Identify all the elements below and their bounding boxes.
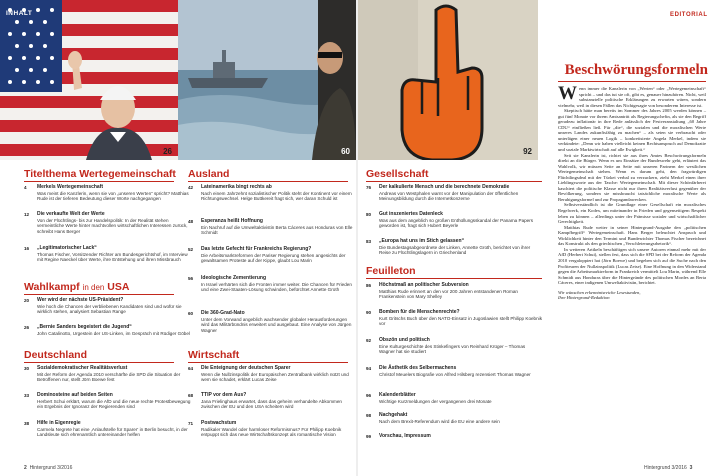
section-rule xyxy=(188,362,348,363)
inhalt-label: INHALT xyxy=(6,10,33,17)
toc-item[interactable]: 92 Obszön und politisch Eine Kulturgeschichte des Stinkefingers von Reinhard Krüger – Thomas Wagner hat sie studiert xyxy=(366,337,526,355)
toc-item[interactable]: 99 Vorschau, Impressum xyxy=(366,433,431,439)
editorial-dropcap: W xyxy=(558,83,577,104)
toc-item[interactable]: 83 „Europa hat uns im Stich gelassen“ Die Bundestagsabgeordnete der Linken, Annette Groth, berichtet von ihrer Reise zu Flüchtlingslagern in Griechenland xyxy=(366,238,531,256)
section-titelthema-heading: Titelthema Wertegemeinschaft xyxy=(24,168,176,180)
section-rule xyxy=(366,278,542,279)
section-rule xyxy=(188,181,348,182)
editorial-title: Beschwörungsformeln xyxy=(564,62,708,78)
toc-item[interactable]: 52 Das letzte Gefecht für Frankreichs Regierung? Die Arbeitsmarktreformen der Pariser Regierung stehen angesichts der gewaltsamen Proteste auf der Kippe, glaubt Lou Marin xyxy=(188,246,346,264)
ship-illustration xyxy=(178,0,356,160)
toc-item[interactable]: 71 Postwachstum Radikaler Wandel oder harmloser Reformismus? Für Philipp Koebnik entpuppt sich das neue Wirtschaftskonzept als romantische Vision xyxy=(188,420,342,438)
section-feuilleton-heading: Feuilleton xyxy=(366,265,416,277)
toc-item[interactable]: 12 Die verkaufte Welt der Werte Von der Flüchtlings- bis zur Handelspolitik: In der Realität stehen vermeintliche Werte hinter machtvollen wirtschaftlichen Interessen zurück, schreibt Hans Berger xyxy=(24,211,188,234)
section-rule xyxy=(24,294,174,295)
toc-item[interactable]: 86 Höchstmaß an politischer Subversion Matthias Rude erinnert an den vor 200 Jahren entstandenen Roman Frankenstein von Mary Shelley xyxy=(366,282,518,300)
finger-illustration xyxy=(358,0,538,160)
editorial-rule xyxy=(558,81,706,82)
toc-item[interactable]: 38 Hilfe in Eigenregie Carmela Negrete hat eine ‚Anlaufstelle für Sparer‘ in Berlin besucht, in der Landsleute sich ehrenamtlich untereinander helfen xyxy=(24,420,188,438)
toc-item[interactable]: 64 Die Enteignung der deutschen Sparer Wenn die Nullzinspolitik der Europäischen Zentralbank wirklich nützt und wem sie schadet, erklärt Lucas Zeise xyxy=(188,365,349,383)
toc-item[interactable]: 60 Die 360-Grad-Nato Unter dem Vorwand angeblich wachsender globaler Herausforderungen wird das Militärbündnis erweitert und ausgebaut. Eine Analyse von Jürgen Wagner xyxy=(188,310,352,333)
toc-item[interactable]: 33 Dominosteine auf beiden Seiten Herbert Schui erklärt, warum die AfD und die neue rechte Protestbewegung ein Ergebnis der Ignoranz der Regierenden sind xyxy=(24,392,191,410)
toc-item[interactable]: 76 Der kalkulierte Mensch und die berechnete Demokratie Andreas von Westphalen warnt vor der Manipulation der öffentlichen Meinungsbildung durch die Internetkonzerne xyxy=(366,184,519,202)
section-ausland-heading: Ausland xyxy=(188,168,230,180)
toc-item[interactable]: 80 Gut inszeniertes Datenleck Was aus dem angeblich so großen Enthüllungsskandal der Panama Papers geworden ist, fragt sich Hubert Beyerle xyxy=(366,211,534,229)
section-rule xyxy=(24,362,174,363)
section-gesellschaft-heading: Gesellschaft xyxy=(366,168,429,180)
editorial-body: Wenn immer die Kanzlerin von „Werten“ oder „Wertegemeinschaft“ spricht – und das tut sie oft, gibt es, genauer hinzuhören. Nicht, weil substanzielle politische Erklärungen zu erwarten wären, sondern vielmehr, weil in diesen Fällen das Nichtgesagte von besonderem Interesse ist. Skeptisch hätte man bereits im Sommer des Jahres 2005 werden können – gut fünf Monate vor ihrem Amtsantritt als Regierungschefin, als sie den Begriff geradezu inflationär in ihre Rede anlässlich der Festveranstaltung „60 Jahre CDU“ einfließen ließ. Für „die“, die sozialen und die moralischen Werte unseres Landes zukunftsfähig zu machen“ – als seien sie verbraucht oder unterlägen einer neuen Logik – konkretisierte Angela Merkel, indem sie verkündete: „Denn wir haben vielleicht keinen Rechtsanspruch auf Demokratie und soziale Marktwirtschaft auf alle Ewigkeit.“ Seit sie Kanzlerin ist, richtet sie aus ihres Amtes Beschwörungsformeln direkt an die Bürger. Wenn es um Einsätze der Bundeswehr geht, erläutert das Wahlvolk, wir müssen Seite an Seite mit unseren Partnern der westlichen Wertegemeinschaft stehen. Wenn es darum geht, den fragwürdigen Flüchtlingsdeal mit der Türkei verbal zu verzuckern, zieht Merkel einen ihrer Lieblingsworte aus der Tasche: Wertegemeinschaft. Mit dieser Schönfärberei kaschiert die politische Klasse nicht nur ihren Realitätsverlust gegenüber der Bevölkerung, sondern sie missbraucht tatsächliche moralische Werte als Beruhigungsformel und zur Propagandawecken. Selbstverständlich ist die Grundlage einer Gesellschaft ein moralisches Regelwerk, ein Kodex, um miteinander in Frieden und gegenseitigem Respekt leben zu können – allerdings unter der Prämisse sozialer und wirtschaftlicher Gerechtigkeit. Matthias Rude weiter in seiner Hintergrund-Ausgabe den „politischen Kampfbegriff“ Wertegemeinschaft. Hans Berger beleuchtet Anspruch und Wirklichkeit hinter den Termini und Bundesrichter Thomas Fischer bezeichnet das Konstrukt als den griechischen „Verschleierungsrhetorik“. In weiteren Artikeln beschäftigen sich unsere Autoren einmal mehr mit der AfD (Herbert Schui), stellen fest, dass sich die SPD bei der Reform der Agenda 2010 vergaloppiert hat (Jörn Boewe) und begeben sich auf die Suche nach den Profiteuren der Nullzinspolitik (Lucas Zeise). Eine Hoffnung in den Widerstand gegen die Arbeitsmarktreform in Frankreich vermittelt Lou Marin, während Elle Schmidt aus Honduras über die Hintergründe des politischen Mordes an Berta Cáceres, einer indigenen Umweltaktivistin, berichtet. Wir wünschen erkenntnisreiche Lesestunden, Ihre Hintergrund-Redaktion xyxy=(558,83,706,301)
toc-item[interactable]: 68 TTIP vor dem Aus? Jana Frielinghaus erwartet, dass das geheim verhandelte Abkommen zwischen der EU und den USA scheitern wird xyxy=(188,392,342,410)
toc-item[interactable]: 96 Kalenderblätter Wichtige Kurzmeldungen der vergangenen drei Monate xyxy=(366,392,492,404)
editorial-signature: Ihre Hintergrund-Redaktion xyxy=(558,295,610,301)
toc-item[interactable]: 30 Sozialdemokratischer Realitätsverlust Mit der Reform der Agenda 2010 verschärfte die SPD die Situation der Betroffenen nur, stellt Jörn Boewe fest xyxy=(24,365,181,383)
editorial-label: EDITORIAL xyxy=(670,12,708,18)
photo-navy-ship xyxy=(178,0,356,160)
toc-item[interactable]: 56 Ideologische Zementierung In Israel verhärten sich die Fronten immer weiter. Die Chancen für Frieden und eine Zwei-Staaten-Lösung schwinden, befürchtet Annette Groth xyxy=(188,275,352,293)
photo-page-number: 92 xyxy=(523,147,532,156)
section-wirtschaft-heading: Wirtschaft xyxy=(188,349,240,361)
footer-left: 2 Hintergrund 3/2016 xyxy=(24,465,73,471)
editorial-signoff: Wir wünschen erkenntnisreiche Lesestunden, xyxy=(558,289,641,295)
photo-sanders-flag xyxy=(0,0,178,160)
toc-item[interactable]: 94 Die Ästhetik des Selbermachens Christof Meuelers Biografie von Alfred Hilsberg rezensiert Thomas Wagner xyxy=(366,365,531,377)
toc-item[interactable]: 42 Lateinamerika bingt rechts ab Nach einem Jahrzehnt sozialistischer Politik steht der Kontinent vor einem Richtungswechsel. Helge Buttkereit fragt sich, wer daran Schuld ist xyxy=(188,184,352,202)
section-wahlkampf-heading: Wahlkampf in den USA xyxy=(24,281,130,293)
toc-item[interactable]: 20 Wer wird der nächste US-Präsident? Wie hoch die Chancen der verbliebenen Kandidaten sind und wofür sie wirklich stehen, analysiert Sebastian Range xyxy=(24,297,182,315)
footer-right: Hintergrund 3/2016 3 xyxy=(644,465,693,471)
toc-item[interactable]: 26 „Bernie Sanders begeistert die Jugend“ John Catalinotto, Urgestein der US-Linken, im Gespräch mit Rüdiger Göbel xyxy=(24,324,190,336)
section-rule xyxy=(24,181,174,182)
photo-page-number: 60 xyxy=(341,147,350,156)
toc-item[interactable]: 90 Bomben für die Menschenrechte? Kurt Gritschs Buch über den NATO-Einsatz in Jugoslawien stellt Philipp Koebnik vor xyxy=(366,309,542,327)
photo-page-number: 26 xyxy=(163,147,172,156)
toc-item[interactable]: 48 Esperanza heißt Hoffnung Ein Nachruf auf die Umweltaktivistin Berta Cáceres aus Honduras von Elle Schmidt xyxy=(188,218,353,236)
section-rule xyxy=(366,181,542,182)
toc-item[interactable]: 98 Nachgehakt Nach dem Brexit-Referendum wird die EU eine andere sein xyxy=(366,412,500,424)
photo-middle-finger xyxy=(358,0,538,160)
toc-item[interactable]: 16 „Legitimatorischer Lack“ Thomas Fischer, Vorsitzender Richter am Bundesgerichtshof, im Interview mit Regine Naeckel über Werte, ihre Entstehung und ihren Missbrauch xyxy=(24,245,188,263)
toc-item[interactable]: 4 Merkels Wertegemeinschaft Was meint die Kanzlerin, wenn sie von „unseren Werten“ spricht? Matthias Rude ist der tieferen Bedeutung dieser Worte nachgegangen xyxy=(24,184,189,202)
flag-illustration xyxy=(0,0,178,160)
section-deutschland-heading: Deutschland xyxy=(24,349,88,361)
